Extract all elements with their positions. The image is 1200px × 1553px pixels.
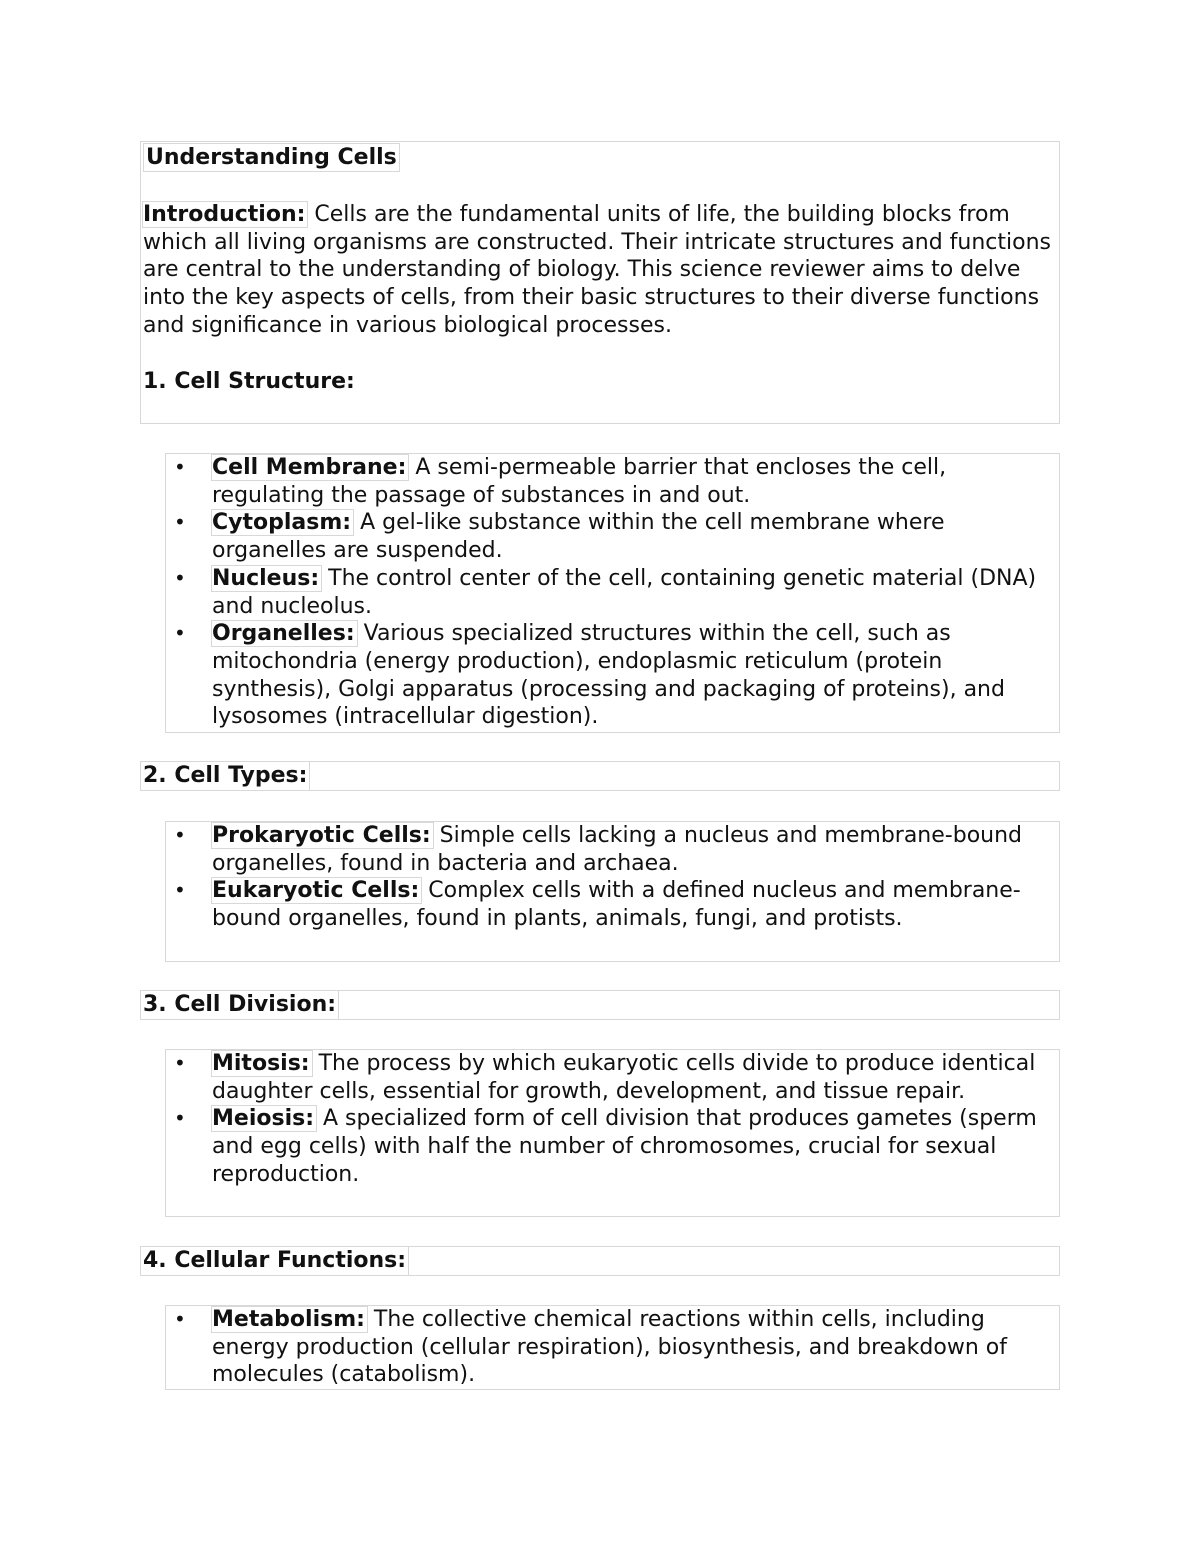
bullet-icon: • [174,1307,186,1331]
cellular-functions-list [165,1305,1060,1390]
list-item [166,620,1059,731]
list-item-term: Prokaryotic Cells: [212,823,431,848]
bullet-icon: • [174,823,186,847]
list-item-term: Meiosis: [212,1106,314,1132]
section-heading-cell-structure: 1. Cell Structure: [143,368,355,394]
section-heading-text: 4. Cellular Functions: [143,1247,409,1275]
list-item [166,1306,1059,1389]
list-item [166,565,1059,620]
intro-paragraph [143,201,1057,340]
intro-text: Cells are the fundamental units of life, the building blocks from which all living organisms are constructed. Their intricate structures and functions are central to the understanding of biology. This science reviewer aims to delve into the key aspects of cells, from their basic structures to their diverse functions and significance in various biological processes. [143,202,1052,338]
list-item-text: The process by which eukaryotic cells divide to produce identical daughter cells, essential for growth, development, and tissue repair. [212,1051,1036,1104]
list-item-term: Cytoplasm: [212,510,352,536]
bullet-icon: • [174,510,186,535]
list-item-text: Complex cells with a defined nucleus and membrane-bound organelles, found in plants, animals, fungi, and protists. [212,878,1021,932]
list-item [166,1050,1059,1105]
bullet-icon: • [174,1106,186,1131]
bullet-icon: • [174,1051,186,1075]
list-item-text: The collective chemical reactions within cells, including energy production (cellular respiration), biosynthesis, and breakdown of molecules (catabolism). [212,1307,1007,1388]
bullet-icon: • [174,565,186,590]
list-item-term: Eukaryotic Cells: [212,878,420,904]
bullet-icon: • [174,878,186,903]
section-heading-text: 2. Cell Types: [143,762,310,790]
list-item [166,509,1059,564]
list-item-text: The control center of the cell, containing genetic material (DNA) and nucleolus. [212,565,1037,619]
section-heading-cell-division [140,990,1060,1020]
list-item-text: A semi-permeable barrier that encloses the cell, regulating the passage of substances in and out. [212,455,947,508]
cell-division-list [165,1049,1060,1217]
list-item-term: Mitosis: [212,1051,310,1076]
bullet-icon: • [174,621,186,646]
list-item-term: Nucleus: [212,565,320,591]
list-item-term: Cell Membrane: [212,455,407,480]
cell-structure-list [165,453,1060,733]
cell-types-list [165,821,1060,962]
section-heading-cell-types [140,761,1060,791]
list-item [166,877,1059,932]
list-item [166,454,1059,509]
section-heading-text: 3. Cell Division: [143,991,339,1019]
list-item-text: Simple cells lacking a nucleus and membrane-bound organelles, found in bacteria and archaea. [212,823,1022,876]
section-heading-cellular-functions [140,1246,1060,1276]
intro-block [140,141,1060,424]
list-item-text: A gel-like substance within the cell membrane where organelles are suspended. [212,510,945,564]
list-item [166,1105,1059,1188]
list-item [166,822,1059,877]
bullet-icon: • [174,455,186,479]
document-title: Understanding Cells [143,143,400,172]
list-item-term: Metabolism: [212,1307,365,1332]
intro-label: Introduction: [143,202,306,227]
list-item-term: Organelles: [212,621,355,647]
list-item-text: A specialized form of cell division that produces gametes (sperm and egg cells) with half the number of chromosomes, crucial for sexual reproduction. [212,1106,1037,1187]
list-item-text: Various specialized structures within the cell, such as mitochondria (energy production), endoplasmic reticulum (protein synthesis), Golgi apparatus (processing and packaging of proteins), and lysosomes (intracellular digestion). [212,621,1005,730]
